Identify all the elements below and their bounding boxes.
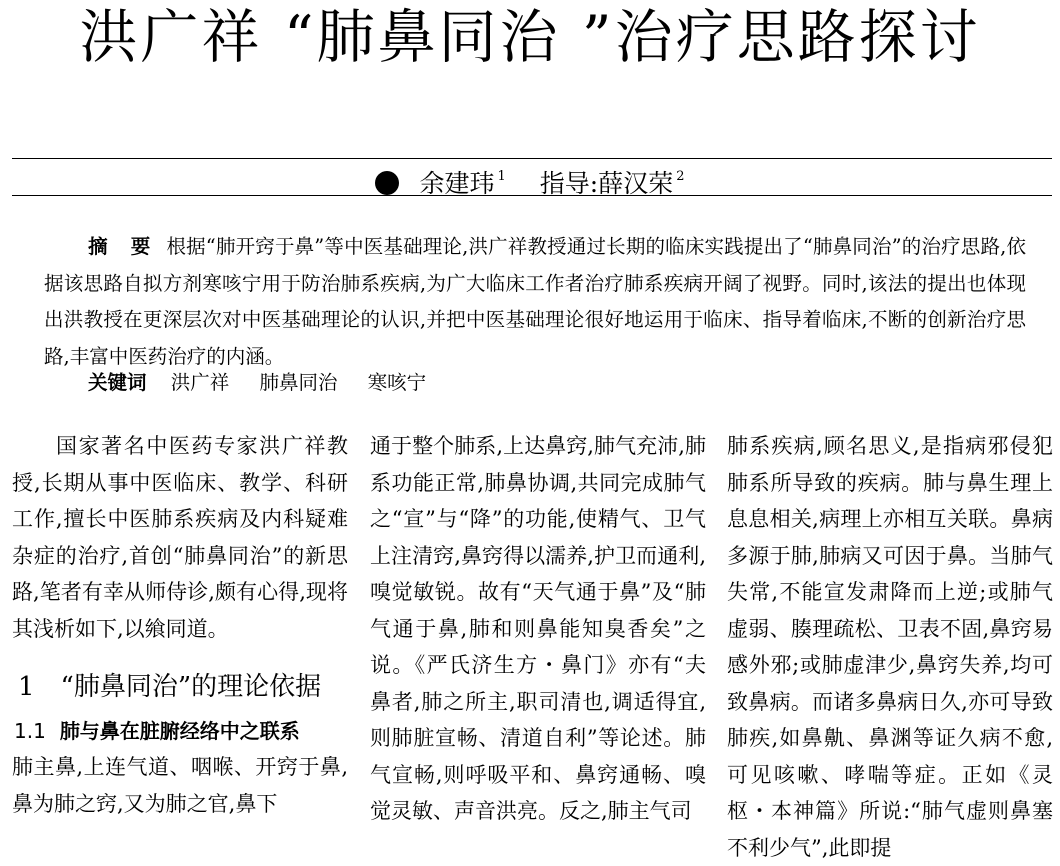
bullet-icon [375,171,399,195]
subsection-title: 肺与鼻在脏腑经络中之联系 [59,719,300,743]
intro-paragraph: 国家著名中医药专家洪广祥教授,长期从事中医临床、教学、科研工作,擅长中医肺系疾病及内科疑难杂症的治疗,首创“肺鼻同治”的新思路,笔者有幸从师侍诊,颇有心得,现将其浅析如下,以飨同道。 [12,434,348,641]
keyword: 洪广祥 [170,371,230,394]
keywords [88,367,450,399]
advisor-name: 薛汉荣 [598,169,674,198]
body-paragraph: 肺系疾病,顾名思义,是指病邪侵犯肺系所导致的疾病。肺与鼻生理上息息相关,病理上亦相互关联。鼻病多源于肺,肺病又可因于鼻。当肺气失常,不能宣发肃降而上逆;或肺气虚弱、腠理疏松、卫表不固,鼻窍易感外邪;或肺虚津少,鼻窍失养,均可致鼻病。而诸多鼻病日久,亦可导致肺疾,如鼻鼽、鼻渊等证久病不愈,可见咳嗽、哮喘等症。正如《灵枢・本神篇》所说:“肺气虚则鼻塞不利少气”,此即提 [727,434,1053,860]
body-column-1 [12,428,348,822]
abstract-text: 根据“肺开窍于鼻”等中医基础理论,洪广祥教授通过长期的临床实践提出了“肺鼻同治”的治疗思路,依据该思路自拟方剂寒咳宁用于防治肺系疾病,为广大临床工作者治疗肺系疾病开阔了视野。同时,该法的提出也体现出洪教授在更深层次对中医基础理论的认识,并把中医基础理论很好地运用于临床、指导着临床,不断的创新治疗思路,丰富中医药治疗的内涵。 [44,235,1026,368]
abstract [44,229,1026,375]
section-title: “肺鼻同治”的理论依据 [60,672,322,702]
keyword: 肺鼻同治 [259,371,338,394]
abstract-label: 摘 要 [88,235,159,258]
subsection-heading [14,713,348,749]
advisor-affiliation-mark: 2 [676,169,685,184]
body-column-2 [370,428,706,830]
top-rule [12,158,1052,159]
subsection-number: 1.1 [14,719,46,743]
author-affiliation-mark: 1 [497,169,506,184]
body-paragraph: 通于整个肺系,上达鼻窍,肺气充沛,肺系功能正常,肺鼻协调,共同完成肺气之“宣”与“降”的功能,使精气、卫气上注清窍,鼻窍得以濡养,护卫而通利,嗅觉敏锐。故有“天气通于鼻”及“肺气通于鼻,肺和则鼻能知臭香矣”之说。《严氏济生方・鼻门》亦有“夫鼻者,肺之所主,职司清也,调适得宜,则肺脏宣畅、清道自利”等论述。肺气宣畅,则呼吸平和、鼻窍通畅、嗅觉灵敏、声音洪亮。反之,肺主气司 [370,434,706,823]
keyword: 寒咳宁 [367,371,427,394]
body-paragraph: 肺主鼻,上连气道、咽喉、开窍于鼻,鼻为肺之窍,又为肺之官,鼻下 [12,755,348,816]
section-heading [18,665,348,709]
author-name: 余建玮 [419,169,495,198]
section-number: 1 [18,672,35,702]
body-column-3 [727,428,1053,866]
keywords-label: 关键词 [88,371,147,394]
paper-title: 洪广祥 “肺鼻同治 ”治疗思路探讨 [79,3,981,71]
advisor-label: 指导: [539,169,599,198]
bottom-rule [12,195,1052,196]
